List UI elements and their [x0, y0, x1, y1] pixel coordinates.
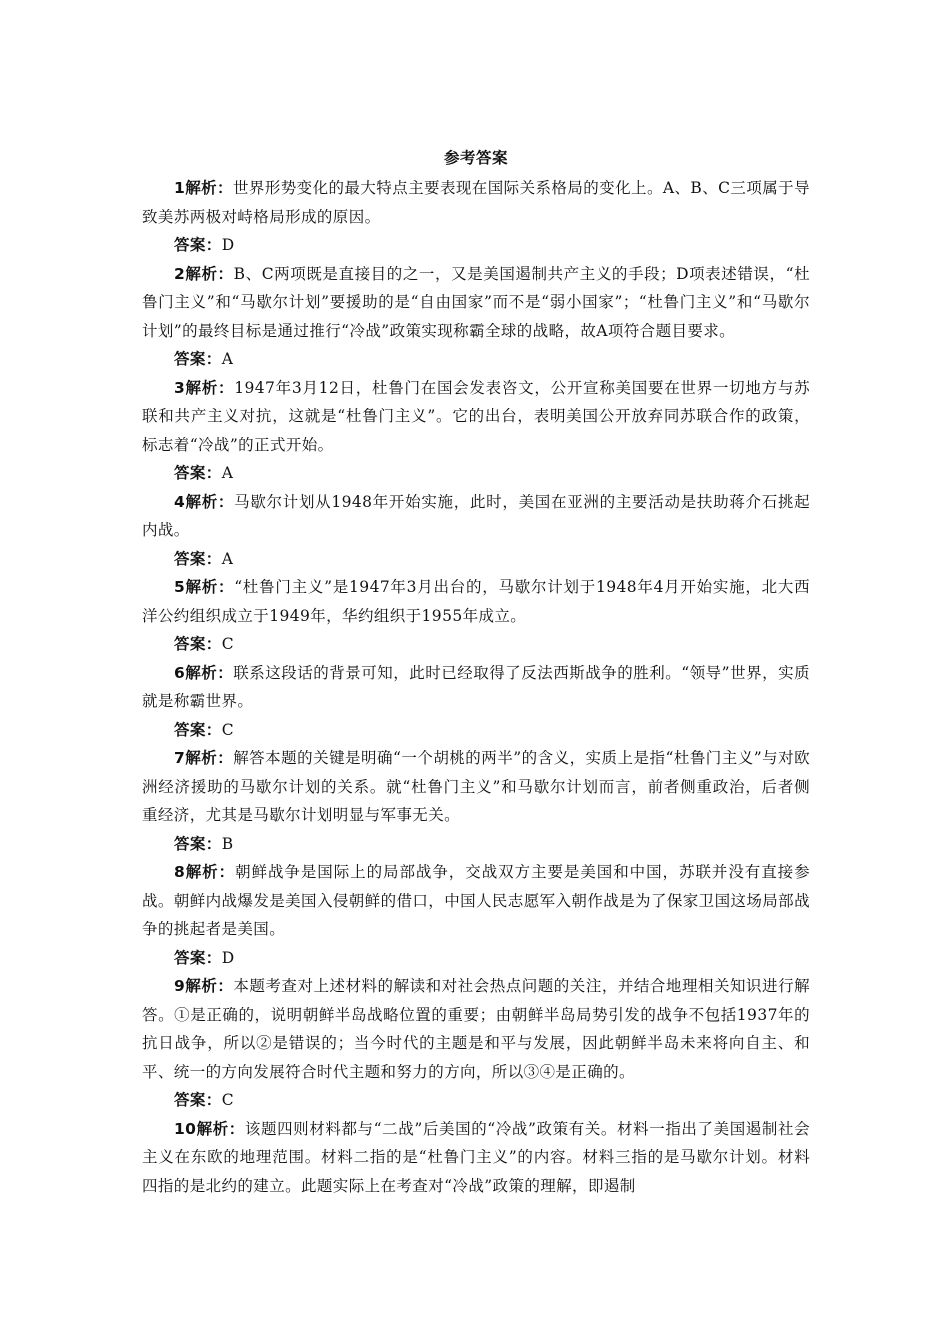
- analysis-text: 世界形势变化的最大特点主要表现在国际关系格局的变化上。A、B、C三项属于导致美苏两极对峙格局形成的原因。: [142, 179, 811, 226]
- answer-label: 答案：: [174, 549, 222, 568]
- analysis-label: 3解析：: [174, 378, 235, 397]
- analysis-text: 朝鲜战争是国际上的局部战争，交战双方主要是美国和中国，苏联并没有直接参战。朝鲜内战爆发是美国入侵朝鲜的借口，中国人民志愿军入朝作战是为了保家卫国这场局部战争的挑起者是美国。: [142, 863, 810, 938]
- answer-value: C: [221, 720, 234, 739]
- analysis-8: [142, 858, 810, 944]
- answer-6: [142, 716, 810, 745]
- analysis-3: [142, 374, 810, 460]
- answer-value: D: [221, 948, 235, 967]
- analysis-6: [142, 659, 810, 716]
- answer-label: 答案：: [174, 834, 222, 853]
- analysis-label: 10解析：: [174, 1119, 245, 1138]
- analysis-9: [142, 972, 810, 1086]
- analysis-label: 4解析：: [174, 492, 235, 511]
- answer-label: 答案：: [174, 236, 222, 254]
- answer-7: [142, 830, 810, 859]
- answer-5: [142, 630, 810, 659]
- answer-list: [142, 174, 810, 1200]
- analysis-5: [142, 573, 810, 630]
- answer-value: B: [221, 834, 234, 853]
- analysis-text: B、C两项既是直接目的之一，又是美国遏制共产主义的手段；D项表述错误，“杜鲁门主义”和“马歇尔计划”要援助的是“自由国家”而不是“弱小国家”；“杜鲁门主义”和“马歇尔计划”的最终目标是通过推行“冷战”政策实现称霸全球的战略，故A项符合题目要求。: [142, 264, 811, 340]
- answer-value: A: [221, 350, 234, 368]
- analysis-text: “杜鲁门主义”是1947年3月出台的，马歇尔计划于1948年4月开始实施，北大西洋公约组织成立于1949年，华约组织于1955年成立。: [142, 578, 811, 625]
- analysis-1: [142, 174, 810, 231]
- answer-3: [142, 459, 810, 488]
- analysis-text: 马歇尔计划从1948年开始实施，此时，美国在亚洲的主要活动是扶助蒋介石挑起内战。: [142, 492, 811, 539]
- page-title: 参考答案: [443, 149, 508, 167]
- answer-9: [142, 1086, 810, 1115]
- answer-value: A: [221, 549, 234, 568]
- analysis-text: 1947年3月12日，杜鲁门在国会发表咨文，公开宣称美国要在世界一切地方与苏联和共产主义对抗，这就是“杜鲁门主义”。它的出台，表明美国公开放弃同苏联合作的政策，标志着“冷战”的正式开始。: [142, 378, 811, 454]
- analysis-7: [142, 744, 810, 830]
- answer-label: 答案：: [174, 948, 222, 967]
- answer-value: C: [221, 1091, 234, 1109]
- analysis-text: 该题四则材料都与“二战”后美国的“冷战”政策有关。材料一指出了美国遏制社会主义在东欧的地理范围。材料二指的是“杜鲁门主义”的内容。材料三指的是马歇尔计划。材料四指的是北约的建立。此题实际上在考查对“冷战”政策的理解，即遏制: [142, 1119, 811, 1195]
- analysis-2: [142, 260, 810, 346]
- answer-value: D: [221, 236, 235, 254]
- analysis-text: 联系这段话的背景可知，此时已经取得了反法西斯战争的胜利。“领导”世界，实质就是称霸世界。: [142, 663, 811, 710]
- answer-label: 答案：: [174, 1091, 222, 1109]
- analysis-label: 9解析：: [174, 977, 234, 995]
- answer-label: 答案：: [174, 720, 222, 739]
- analysis-text: 解答本题的关键是明确“一个胡桃的两半”的含义，实质上是指“杜鲁门主义”与对欧洲经济援助的马歇尔计划的关系。就“杜鲁门主义”和马歇尔计划而言，前者侧重政治，后者侧重经济，尤其是马歇尔计划明显与军事无关。: [142, 749, 810, 824]
- analysis-label: 1解析：: [174, 179, 233, 197]
- answer-label: 答案：: [174, 350, 222, 368]
- analysis-4: [142, 488, 810, 545]
- answer-value: A: [221, 464, 234, 482]
- analysis-label: 2解析：: [174, 264, 234, 283]
- answer-2: [142, 345, 810, 374]
- answer-8: [142, 944, 810, 973]
- analysis-label: 6解析：: [174, 663, 234, 682]
- analysis-text: 本题考查对上述材料的解读和对社会热点问题的关注，并结合地理相关知识进行解答。①是正确的，说明朝鲜半岛战略位置的重要；由朝鲜半岛局势引发的战争不包括1937年的抗日战争，所以②是错误的；当今时代的主题是和平与发展，因此朝鲜半岛未来将向自主、和平、统一的方向发展符合时代主题和努力的方向，所以③④是正确的。: [142, 977, 810, 1081]
- answer-label: 答案：: [174, 635, 222, 653]
- analysis-10: [142, 1115, 810, 1201]
- answer-label: 答案：: [174, 464, 222, 482]
- analysis-label: 8解析：: [174, 863, 236, 881]
- answer-1: [142, 231, 810, 260]
- analysis-label: 7解析：: [174, 749, 234, 767]
- analysis-label: 5解析：: [174, 578, 235, 596]
- answer-value: C: [221, 635, 234, 653]
- answer-4: [142, 545, 810, 574]
